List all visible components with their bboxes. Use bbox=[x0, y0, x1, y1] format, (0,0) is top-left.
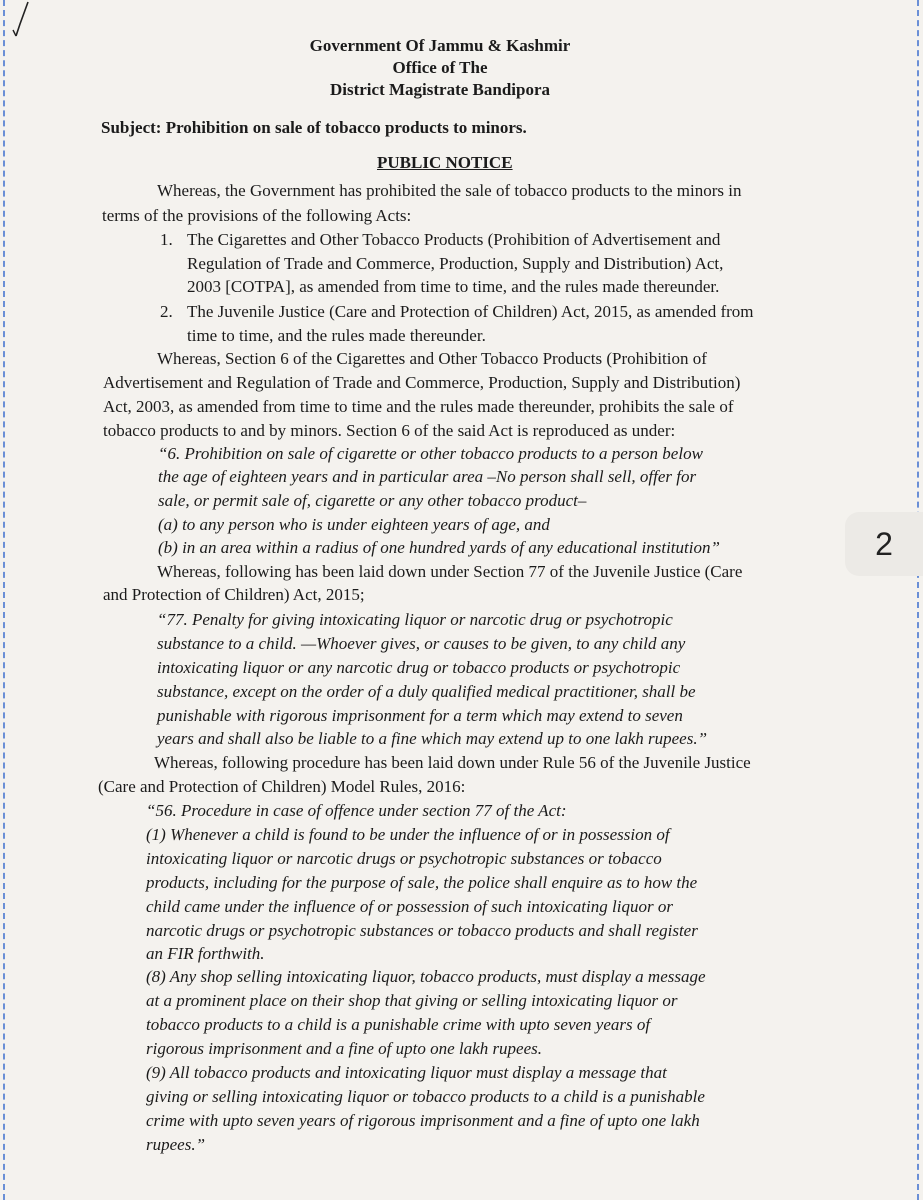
paragraph-line: Whereas, the Government has prohibited the sale of tobacco products to the minors in bbox=[157, 181, 742, 200]
quote-line: substance to a child. —Whoever gives, or causes to be given, to any child any bbox=[157, 634, 686, 653]
quote-line: substance, except on the order of a duly qualified medical practitioner, shall be bbox=[157, 682, 696, 701]
quote-line: “77. Penalty for giving intoxicating liquor or narcotic drug or psychotropic bbox=[157, 610, 673, 629]
page-number-badge bbox=[845, 512, 923, 576]
notice-title: PUBLIC NOTICE bbox=[377, 153, 513, 172]
quote-line: “6. Prohibition on sale of cigarette or other tobacco products to a person below bbox=[158, 444, 703, 463]
quote-line: years and shall also be liable to a fine which may extend up to one lakh rupees.” bbox=[157, 729, 708, 748]
paragraph-line: Act, 2003, as amended from time to time and the rules made thereunder, prohibits the sale of bbox=[103, 397, 734, 416]
paragraph-line: tobacco products to and by minors. Section 6 of the said Act is reproduced as under: bbox=[103, 421, 676, 440]
list-item-line: time to time, and the rules made thereunder. bbox=[187, 326, 486, 345]
page-number: 2 bbox=[875, 525, 893, 562]
header-line-government: Government Of Jammu & Kashmir bbox=[309, 36, 571, 55]
pen-stroke-mark bbox=[4, 0, 34, 40]
quote-line: crime with upto seven years of rigorous imprisonment and a fine of upto one lakh bbox=[146, 1111, 700, 1130]
list-item-line: The Cigarettes and Other Tobacco Products (Prohibition of Advertisement and bbox=[187, 230, 721, 249]
quote-line: child came under the influence of or possession of such intoxicating liquor or bbox=[146, 897, 673, 916]
quote-line: (1) Whenever a child is found to be under the influence of or in possession of bbox=[146, 825, 670, 844]
quote-line: products, including for the purpose of sale, the police shall enquire as to how the bbox=[146, 873, 698, 892]
list-number: 1. bbox=[160, 230, 173, 249]
quote-line: at a prominent place on their shop that giving or selling intoxicating liquor or bbox=[146, 991, 678, 1010]
paragraph-line: Advertisement and Regulation of Trade and Commerce, Production, Supply and Distribution) bbox=[103, 373, 741, 392]
header-line-office: Office of The bbox=[392, 58, 488, 77]
quote-line: sale, or permit sale of, cigarette or any other tobacco product– bbox=[158, 491, 587, 510]
paragraph-line: Whereas, following procedure has been laid down under Rule 56 of the Juvenile Justice bbox=[154, 753, 751, 772]
quote-line: giving or selling intoxicating liquor or tobacco products to a child is a punishable bbox=[146, 1087, 705, 1106]
quote-line: intoxicating liquor or narcotic drugs or psychotropic substances or tobacco bbox=[146, 849, 662, 868]
paragraph-line: Whereas, following has been laid down under Section 77 of the Juvenile Justice (Care bbox=[157, 562, 743, 581]
quote-line: punishable with rigorous imprisonment for a term which may extend to seven bbox=[157, 706, 683, 725]
quote-line: (8) Any shop selling intoxicating liquor, tobacco products, must display a message bbox=[146, 967, 706, 986]
right-page-border bbox=[917, 0, 919, 1200]
quote-line: narcotic drugs or psychotropic substances or tobacco products and shall register bbox=[146, 921, 698, 940]
quote-line: (9) All tobacco products and intoxicating liquor must display a message that bbox=[146, 1063, 667, 1082]
paragraph-line: and Protection of Children) Act, 2015; bbox=[103, 585, 365, 604]
quote-line: rupees.” bbox=[146, 1135, 206, 1154]
quote-line: intoxicating liquor or any narcotic drug or tobacco products or psychotropic bbox=[157, 658, 681, 677]
paragraph-line: Whereas, Section 6 of the Cigarettes and Other Tobacco Products (Prohibition of bbox=[157, 349, 707, 368]
quote-line: (b) in an area within a radius of one hundred yards of any educational institution” bbox=[158, 538, 720, 557]
list-item-line: 2003 [COTPA], as amended from time to time, and the rules made thereunder. bbox=[187, 277, 720, 296]
header-line-district: District Magistrate Bandipora bbox=[329, 80, 551, 99]
quote-line: the age of eighteen years and in particular area –No person shall sell, offer for bbox=[158, 467, 697, 486]
quote-line: an FIR forthwith. bbox=[146, 944, 265, 963]
quote-line: rigorous imprisonment and a fine of upto one lakh rupees. bbox=[146, 1039, 543, 1058]
list-item-line: The Juvenile Justice (Care and Protection of Children) Act, 2015, as amended from bbox=[187, 302, 754, 321]
subject-line: Subject: Prohibition on sale of tobacco products to minors. bbox=[101, 118, 527, 137]
list-item-line: Regulation of Trade and Commerce, Production, Supply and Distribution) Act, bbox=[187, 254, 724, 273]
quote-line: (a) to any person who is under eighteen years of age, and bbox=[158, 515, 550, 534]
paragraph-line: terms of the provisions of the following Acts: bbox=[102, 206, 412, 225]
quote-line: “56. Procedure in case of offence under section 77 of the Act: bbox=[146, 801, 567, 820]
left-page-border bbox=[3, 0, 5, 1200]
paragraph-line: (Care and Protection of Children) Model Rules, 2016: bbox=[98, 777, 466, 796]
quote-line: tobacco products to a child is a punishable crime with upto seven years of bbox=[146, 1015, 651, 1034]
list-number: 2. bbox=[160, 302, 173, 321]
